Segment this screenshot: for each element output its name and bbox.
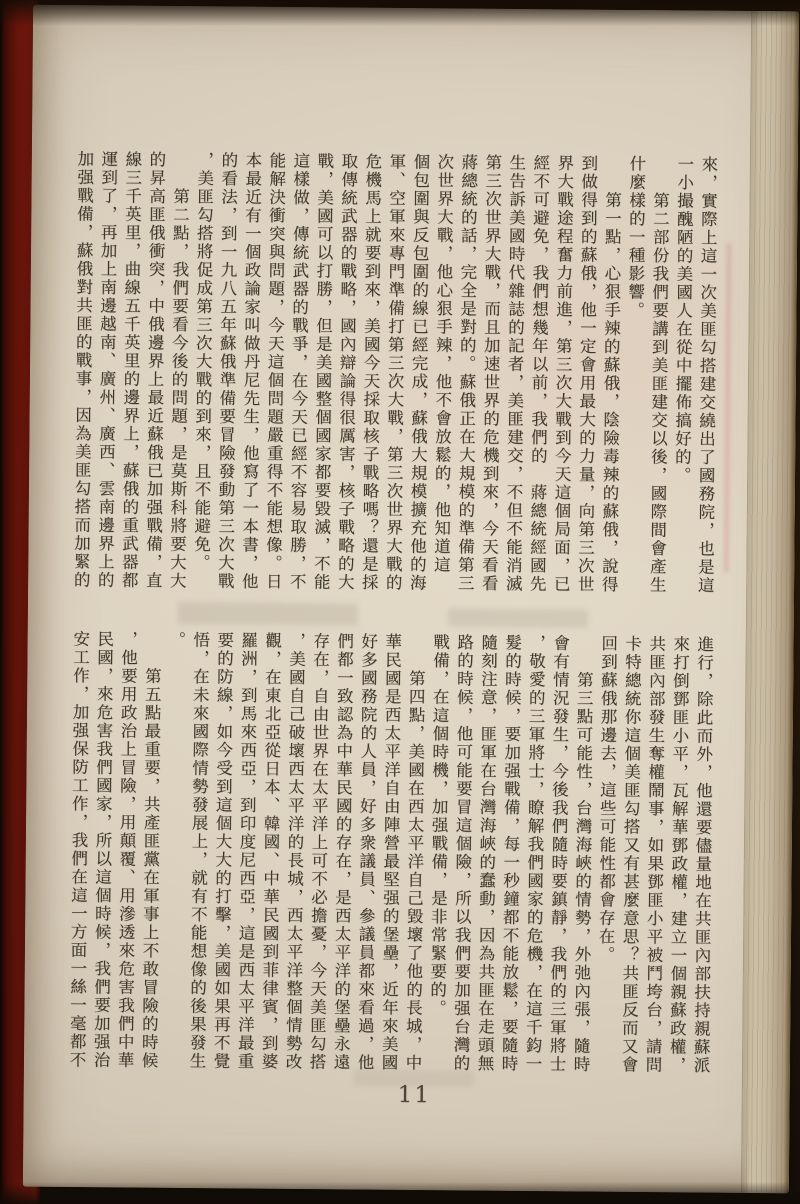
text-column: 生告訴美國時代雜誌的記者，美匪建交，不但不能消滅 [503, 153, 526, 594]
text-column: 線三千英里，曲線五千英里的邊界上，蘇俄的重武器都 [119, 150, 142, 590]
text-column: 共匪內部發生奪權鬧事，如果鄧匪小平被鬥垮台，請問 [642, 635, 666, 1075]
text-column: 們都一致認為中華民國的存在，是西太平洋的堡壘永遠 [330, 632, 354, 1072]
text-column: ，敬愛的三軍將士，瞭解我們國家的危機，在這千鈞一 [522, 634, 546, 1074]
text-column: 存在，自由世界在太平洋上可不必擔憂，今天美匪勾搭 [306, 632, 330, 1072]
upper-text-block [64, 150, 720, 604]
text-column: 什麼樣的一種影響。 [625, 154, 646, 320]
text-column: 回到蘇俄那邊去，這些可能性都會存在。 [595, 634, 618, 965]
page-fore-edge [741, 11, 799, 1193]
text-column: 羅洲，到馬來西亞，到印度尼西亞，這是西太平洋最重 [234, 631, 258, 1071]
text-column: 經不可避免，我們想幾年以前，我們的 蔣總統經國先 [527, 154, 550, 594]
text-column: 路的時候，他可能要冒這個險，所以我們要加强台灣的 [450, 633, 474, 1073]
text-column: 華民國是西太平洋自由陣營最堅强的堡壘，近年來美國 [378, 632, 402, 1073]
text-column: 第三點可能性，台灣海峽的情勢，外弛內張，隨時 [570, 634, 594, 1074]
text-column: 第二部份我們要講到美匪建交以後，國際間會產生 [647, 155, 670, 595]
text-column: 戰備，在這個時機，加强戰備，是非常緊要的。 [427, 633, 450, 1018]
text-column: 戰，美國可以打勝，但是美國整個國家都要毀滅，不能 [311, 152, 334, 592]
bleed-through-mark [178, 602, 358, 626]
page-number: 11 [397, 1081, 432, 1109]
text-column: 加强戰備，蘇俄對共匪的戰事，因為美匪勾搭而加緊的 [71, 150, 94, 590]
text-column: 到做得到的蘇俄，他一定會用最大的力量，向第三次世 [575, 154, 598, 594]
text-column: 好多國務院的人員，好多衆議員、參議員都來看過，他 [354, 632, 378, 1072]
text-column: 界大戰途程奮力前進，第三次大戰到今天這個局面，已 [551, 154, 574, 594]
text-column: 髮的時候，要加强戰備，每一秒鐘都不能放鬆，要隨時 [498, 633, 522, 1074]
text-column: ，他要用政治上冒險，用顛覆、用滲透來危害我們中華 [114, 630, 138, 1070]
text-column: 第五點最重要，共產匪黨在軍事上不敢冒險的時候 [138, 630, 162, 1071]
text-column: 個包圍與反包圍的線已經完成，蘇俄大規模擴充他的海 [407, 152, 430, 593]
text-column: 蔣總統的話，完全是對的。蘇俄正在大規模的準備第三 [455, 153, 478, 593]
text-column: 卡特總統你這個美匪勾搭又有甚麼意思？共匪反而又會 [618, 634, 642, 1075]
text-column: 觀，在東北亞從日本、韓國、中華民國到菲律賓，到婆 [258, 631, 282, 1072]
text-column: 會有情況發生，今後我們隨時要鎮靜，我們的三軍將士 [546, 634, 570, 1074]
book-page [23, 5, 799, 1194]
text-column: 次世界大戰，他心狠手辣，他不會放鬆的，他知道這 [431, 153, 454, 575]
text-column: 進行，除此而外，他還要儘量地在共匪內部扶持親蘇派 [690, 635, 714, 1075]
text-column: 要的防線，如今受到這個大大的打擊，美國如果再不覺 [210, 631, 234, 1071]
text-column: 能解決衝突與問題，今天這個問題嚴重得不能想像。日 [263, 151, 286, 592]
bleed-through-mark [448, 608, 588, 627]
text-column: 這樣做，傳統武器的戰爭，在今天已經不容易取勝，不 [287, 151, 310, 592]
ink-smudge [724, 243, 731, 573]
text-column: 第一點，心狠手辣的蘇俄，陰險毒辣的蘇俄，說得 [599, 154, 622, 595]
text-column: ，美國自己破壞西太平洋的長城，西太平洋整個情勢改 [282, 631, 306, 1072]
text-column: 安工作，加强保防工作，我們在這一方面一絲一毫都不 [66, 630, 90, 1070]
text-column: 的昇高匪俄衝突，中俄邊界上最近蘇俄已加强戰備，直 [143, 150, 166, 591]
text-column: 運到了，再加上南邊越南、廣州、廣西、雲南邊界上的 [95, 150, 118, 590]
text-column: ，美匪勾搭將促成第三次大戰的到來，且不能避免。 [191, 151, 214, 573]
text-column: 第二點，我們要看今後的問題，是莫斯科將要大大 [167, 150, 190, 591]
text-column: 本最近有一個政論家叫做丹尼先生，他寫了一本書，他 [239, 151, 262, 591]
text-column: 。 [166, 630, 186, 650]
text-column: 隨刻注意，匪軍在台灣海峽的蠢動，因為共匪在走頭無 [474, 633, 498, 1073]
text-column: 軍、空軍來專門準備打第三次大戰，第三次世界大戰的 [383, 152, 406, 593]
text-column: 第四點，美國在西太平洋自己毀壞了他的長城，中 [402, 632, 426, 1073]
photo-top-shadow [0, 0, 800, 26]
text-column: 悟，在未來國際情勢發展上，就有不能想像的後果發生 [186, 631, 210, 1071]
text-column: 民國，來危害我們國家，所以這個時候，我們要加强治 [90, 630, 114, 1070]
text-column: 來打倒鄧匪小平，瓦解華鄧政權，建立一個親蘇政權， [666, 635, 690, 1075]
lower-text-block [60, 630, 716, 1076]
text-column: 第三次世界大戰，而且加速世界的危機到來，今天看看 [479, 153, 502, 593]
text-column: 的看法，到一九八五年蘇俄準備要冒險發動第三次大戰 [215, 151, 238, 591]
text-column: 來，實際上這一次美匪勾搭建交繞出了國務院，也是這 [695, 155, 718, 595]
text-column: 危機馬上就要到來，美國今天採取核子戰略嗎？還是採 [359, 152, 382, 592]
text-column: 一小撮醜陋的美國人在從中擺佈搞好的。 [672, 155, 694, 485]
photo-bottom-shadow [0, 1182, 800, 1204]
text-column: 取傳統武器的戰略，國內辯論得很厲害，核子戰略的大 [335, 152, 358, 592]
